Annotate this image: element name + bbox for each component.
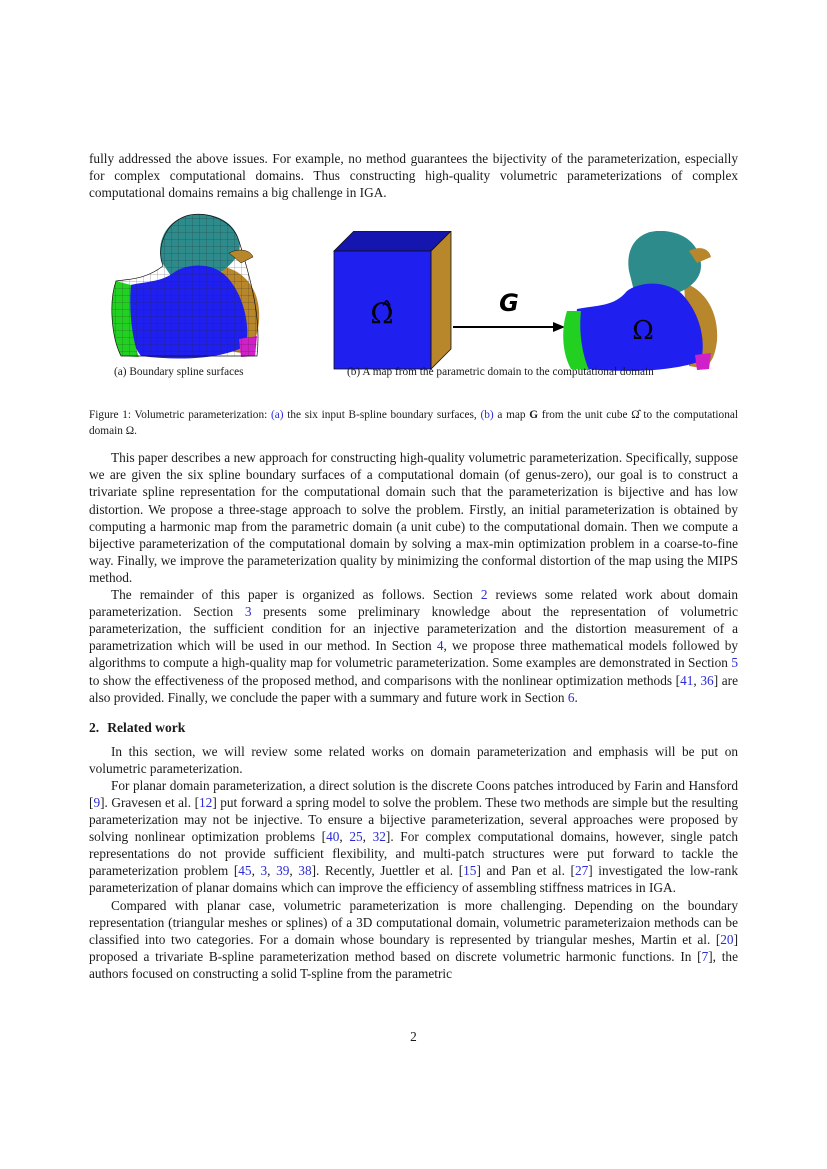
ref-cite-38[interactable]: 38 <box>298 863 312 879</box>
boundary-surfaces-image <box>101 211 271 361</box>
ref-cite-27[interactable]: 27 <box>574 863 589 879</box>
figure-1 <box>89 211 738 396</box>
section-heading-related-work: 2. Related work <box>89 719 186 735</box>
subcaption-b: (b) A map from the parametric domain to the computational domain <box>347 366 654 379</box>
ref-cite-7[interactable]: 7 <box>701 948 709 964</box>
ref-cite-41[interactable]: 41 <box>680 672 694 688</box>
ref-cite-32[interactable]: 32 <box>372 829 386 845</box>
ref-section-5[interactable]: 5 <box>731 655 738 671</box>
subcaption-a: (a) Boundary spline surfaces <box>114 366 244 379</box>
ref-cite-15[interactable]: 15 <box>463 863 477 879</box>
ref-cite-12[interactable]: 12 <box>199 794 213 810</box>
ref-section-4[interactable]: 4 <box>436 638 444 654</box>
paragraph-planar: For planar domain parameterization, a direct solution is the discrete Coons patches introduced by Farin and Hansford [9]. Gravesen et al. [12] put forward a spring model to solve the problem. These two methods are simple but the resulting parameterization may not be injective. To ensure a bijective parameterization, several approaches were proposed by solving nonlinear optimization problems [40, 25, 32]. For complex computational domains, however, single patch representations do not provide sufficient flexibility, and multi-patch structures were put forward to tackle the parameterization problem [45, 3, 39, 38]. Recently, Juettler et al. [15] and Pan et al. [27] investigated the low-rank parameterization of planar domains which can improve the efficiency of assembling stiffness matrices in IGA. <box>89 777 739 896</box>
page-body <box>89 150 738 982</box>
paragraph-volumetric: Compared with planar case, volumetric parameterization is more challenging. Depending on the boundary representation (triangular meshes or splines) of a 3D computational domain, volumetric parameterizaion methods can be classified into two categories. For a domain whose boundary is represented by triangular meshes, Martin et al. [20] proposed a trivariate B-spline parameterization method based on discrete volumetric harmonic functions. In [7], the authors focused on constructing a solid T-spline from the parametric <box>89 897 738 981</box>
cube-side-face <box>431 231 451 369</box>
domain-label: Ω <box>632 316 654 347</box>
map-label: G <box>499 289 519 318</box>
ref-fig-b[interactable]: (b) <box>480 409 494 422</box>
cube-label: Ω̂ <box>370 297 394 331</box>
ref-cite-25[interactable]: 25 <box>349 829 363 845</box>
ref-section-2[interactable]: 2 <box>480 587 488 603</box>
parametric-map-diagram <box>329 231 739 371</box>
intro-paragraph: fully addressed the above issues. For example, no method guarantees the bijectivity of the parameterization, especially for complex computational domains. Thus constructing high-quality volumetric parameterizations of complex computational domains remains a big challenge in IGA. <box>89 151 738 201</box>
ref-section-6[interactable]: 6 <box>567 689 575 705</box>
ref-cite-3[interactable]: 3 <box>260 863 268 879</box>
paragraph-review-intro: In this section, we will review some related works on domain parameterization and emphasis will be put on volumetric parameterization. <box>89 743 738 776</box>
duck-head <box>628 231 701 293</box>
ref-cite-9[interactable]: 9 <box>93 794 101 810</box>
paragraph-approach: This paper describes a new approach for constructing high-quality volumetric parameterization. Specifically, suppose we are given the six spline boundary surfaces of a computational domain (of genus-zero), our goal is to construct a trivariate spline representation for the computational domain such that the parameterization is bijective and has low distortion. We propose a three-stage approach to solve the problem. Firstly, an initial parameterization is obtained by computing a harmonic map from the parametric domain (a unit cube) to the computational domain. Then we compute a bijective parameterization of the computational domain by solving a max-min optimization problem in a coarse-to-fine way. Finally, we improve the parameterization quality by minimizing the conformal distortion of the map using the MIPS method. <box>89 450 738 585</box>
ref-cite-40[interactable]: 40 <box>326 829 340 845</box>
ref-cite-45[interactable]: 45 <box>238 863 252 879</box>
ref-cite-36[interactable]: 36 <box>700 672 714 688</box>
page-number: 2 <box>410 1029 417 1044</box>
ref-cite-39[interactable]: 39 <box>276 863 290 879</box>
ref-fig-a[interactable]: (a) <box>270 409 284 422</box>
paragraph-organization: The remainder of this paper is organized as follows. Section 2 reviews some related work about domain parameterization. Section 3 presents some preliminary knowledge about the representation of volumetric parameterization, the sufficient condition for an injective parameterization and the distortion measurement of a parametrization which will be used in our method. In Section 4, we propose three mathematical models followed by algorithms to compute a high-quality map for volumetric parameterization. Some examples are demonstrated in Section 5 to show the effectiveness of the proposed method, and comparisons with the nonlinear optimization methods [41, 36] are also provided. Finally, we conclude the paper with a summary and future work in Section 6. <box>89 587 739 705</box>
ref-cite-20[interactable]: 20 <box>720 931 734 947</box>
ref-section-3[interactable]: 3 <box>244 604 252 620</box>
figure-caption: Figure 1: Volumetric parameterization: (a) the six input B-spline boundary surfaces, (b) a map G from the unit cube Ω̂ to the computational domain Ω. <box>89 409 738 437</box>
